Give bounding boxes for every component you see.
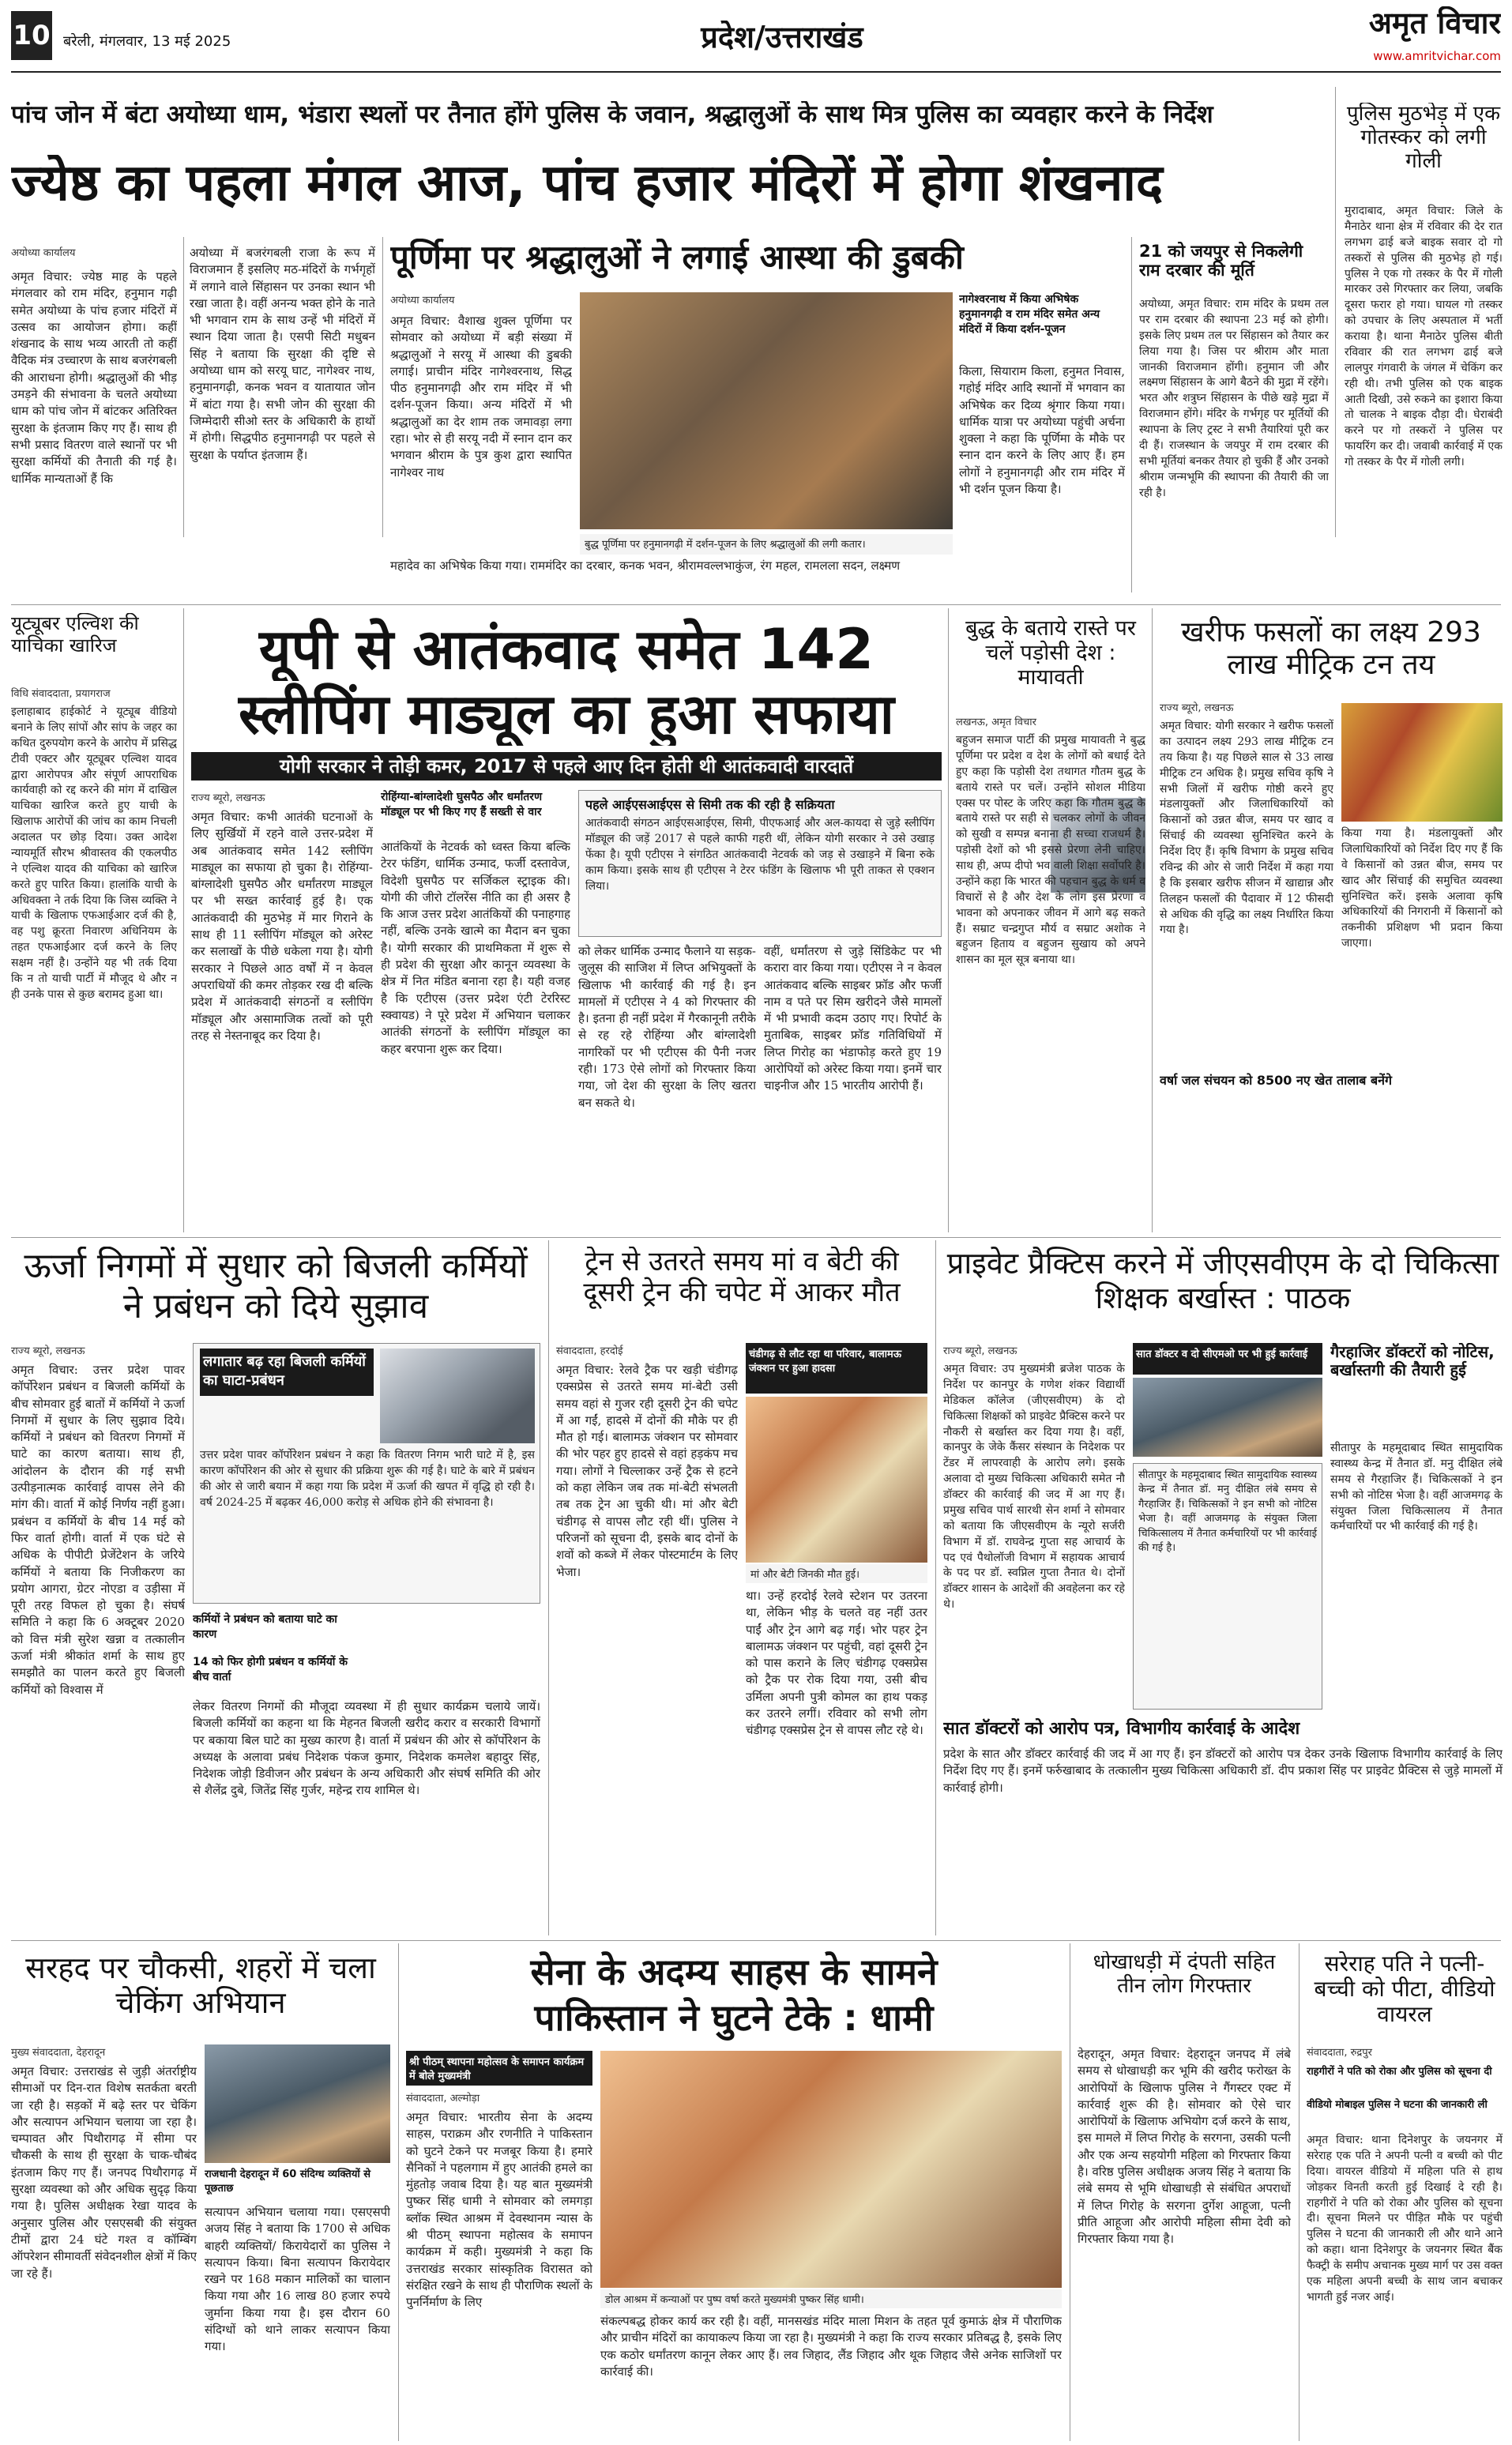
border-body: अमृत विचार: उत्तराखंड से जुड़ी अंतर्राष्ट्रीय सीमाओं पर दिन-रात विशेष सतर्कता बरती जा रही है। सड़कों में बढ़े स्तर पर चेकिंग और सत्यापन अभियान चलाया जा रहा है। चम्पावत और पिथौरागढ़ में सीमा पर चौकसी के साथ ही सुरक्षा के चाक-चौबंद इंतजाम किए गए हैं। जनपद पिथौरागढ़ में सुरक्षा व्यवस्था को और अधिक सुदृढ़ किया गया है। पुलिस अधीक्षक रेखा यादव के अनुसार पुलिस और एसएसबी की संयुक्त टीमों द्वारा 24 घंटे गश्त व कॉम्बिंग ऑपरेशन सीमावर्ती संवेदनशील क्षेत्रों में किए जा रहे हैं। xyxy=(11,2064,197,2281)
gsvm-side-body: सीतापुर के महमूदाबाद स्थित सामुदायिक स्वास्थ्य केन्द्र में तैनात डॉ. मनु दीक्षित लंबे समय से गैरहाजिर हैं। चिकित्सकों ने इन सभी को नोटिस भेजा है। वहीं आजमगढ़ के संयुक्त जिला चिकित्सालय में तैनात कर्मचारियों पर भी कार्रवाई की गई है। xyxy=(1330,1442,1503,1533)
terror-box-body: आतंकवादी संगठन आईएसआईएस, सिमी, पीएफआई और अल-कायदा से जुड़े स्लीपिंग मॉड्यूल की जड़ें 2017 से पहले काफी गहरी थीं, लेकिन योगी सरकार ने उसे उखाड़ फेंका है। यूपी एटीएस ने संगठित आतंकवादी नेटवर्क को जड़ से उखाड़ने में बिना रुके काम किया। इसके साथ ही एटीएस ने टेरर फंडिंग के खिलाफ भी पूरी ताकत से एक्शन लिया। xyxy=(585,817,935,893)
purnima-body: अमृत विचार: वैशाख शुक्ल पूर्णिमा पर सोमवार को अयोध्या में बड़ी संख्या में श्रद्धालुओं ने सरयू में आस्था की डुबकी लगाई। प्राचीन मंदिर नागेश्वरनाथ, सिद्ध पीठ हनुमानगढ़ी और राम मंदिर में भी दर्शन-पूजन किया। अन्य मंदिरों में भी श्रद्धालुओं का देर शाम तक जमावड़ा लगा रहा। भोर से ही सरयू नदी में स्नान दान कर भगवान श्रीराम के पुत्र कुश द्वारा स्थापित नागेश्वर नाथ xyxy=(390,314,572,480)
gsvm-side-headline: गैरहाजिर डॉक्टरों को नोटिस, बर्खास्तगी की तैयारी हुई xyxy=(1330,1343,1495,1379)
kharif-subhead: वर्षा जल संचयन को 8500 नए खेत तालाब बनेंगे xyxy=(1160,1073,1393,1088)
column-rule xyxy=(1335,87,1336,537)
power-tower-photo xyxy=(380,1349,535,1443)
masthead-rule xyxy=(11,71,1501,73)
kharif-body-2: किया गया है। मंडलायुक्तों और जिलाधिकारियों को निर्देश दिए गए हैं कि वे किसानों को उन्नत बीज, समय पर खाद और सिंचाई की समुचित व्यवस्था सुनिश्चित करें। इसके अलावा कृषि अधिकारियों की निगरानी में किसानों को तकनीकी प्रशिक्षण भी प्रदान किया जाएगा। xyxy=(1341,827,1503,950)
column-rule xyxy=(398,1943,399,2441)
gsvm-box-title: सात डॉक्टरों को आरोप पत्र, विभागीय कार्रवाई के आदेश xyxy=(943,1719,1300,1739)
terror-byline: राज्य ब्यूरो, लखनऊ xyxy=(191,792,265,804)
terror-body-col2: आतंकियों के नेटवर्क को ध्वस्त किया बल्कि टेरर फंडिंग, धार्मिक उन्माद, फर्जी दस्तावेज, विदेशी घुसपैठ पर सर्जिकल स्ट्राइक की। योगी की जीरो टॉलरेंस नीति का ही असर है कि आज उत्तर प्रदेश आतंकियों की पनाहगाह नहीं, बल्कि उनके खात्मे का मैदान बन चुका है। योगी सरकार की प्राथमिकता में शुरू से ही प्रदेश की सुरक्षा और कानून व्यवस्था के क्षेत्र में नित मंडित बनाना रहा है। यही वजह है कि एटीएस (उत्तर प्रदेश एंटी टेररिस्ट स्क्वायड) ने पूरे प्रदेश में अभियान चलाकर आतंकी संगठनों के स्लीपिंग मॉड्यूल का कहर बरपाना शुरू कर दिया। xyxy=(381,840,570,1056)
encounter-body: मुरादाबाद, अमृत विचार: जिले के मैनाठेर थाना क्षेत्र में रविवार की देर रात लगभग ढाई बजे बाइक सवार दो गो तस्करों से पुलिस की मुठभेड़ हो गई। पुलिस ने एक गो तस्कर के पैर में गोली मारकर उसे गिरफ्तार कर लिया, जबकि दूसरा फरार हो गया। घायल गो तस्कर को उपचार के लिए अस्पताल में भर्ती कराया है। थाना मैनाठेर पुलिस बीती रविवार की रात लगभग ढाई बजे लालपुर गंगवारी के जंगल में चेकिंग कर रही थी। तभी पुलिस को एक बाइक आती दिखी, उसे रुकने का इशारा किया तो चालक ने बाइक दौड़ा दी। घेराबंदी करने पर गो तस्करों ने पुलिस पर फायरिंग कर दी। जवाबी कार्रवाई में एक गो तस्कर के पैर में गोली लगी। xyxy=(1345,205,1503,468)
train-photo-caption: मां और बेटी जिनकी मौत हुई। xyxy=(746,1564,927,1583)
train-photo-kicker: चंडीगढ़ से लौट रहा था परिवार, बालामऊ जंक्शन पर हुआ हादसा xyxy=(746,1343,927,1394)
purnima-headline: पूर्णिमा पर श्रद्धालुओं ने लगाई आस्था की डुबकी xyxy=(390,239,964,276)
column-rule xyxy=(1131,237,1132,592)
dhami-headline-1: सेना के अदम्य साहस के सामने xyxy=(530,1951,938,1993)
column-rule xyxy=(1152,608,1153,1232)
gsvm-headline: प्राइवेट प्रैक्टिस करने में जीएसवीएम के दो चिकित्सा शिक्षक बर्खास्त : पाठक xyxy=(946,1247,1499,1315)
dhami-body-2: संकल्पबद्ध होकर कार्य कर रही है। वहीं, मानसखंड मंदिर माला मिशन के तहत पूर्व कुमाऊं क्षेत्र में पौराणिक और प्राचीन मंदिरों का कायाकल्प किया जा रहा है। मुख्यमंत्री ने कहा कि राज्य सरकार प्रतिबद्ध है, इसके लिए एक कठोर धर्मांतरण कानून लेकर आए हैं। लव जिहाद, लैंड जिहाद और थूक जिहाद जैसे अनेक साजिशों पर कार्रवाई की। xyxy=(600,2314,1062,2379)
section-rule xyxy=(11,604,1501,605)
sarairaj-byline: संवाददाता, रुद्रपुर xyxy=(1307,2047,1372,2059)
purnima-photo-caption: बुद्ध पूर्णिमा पर हनुमानगढ़ी में दर्शन-पूजन के लिए श्रद्धालुओं की लगी कतार। xyxy=(580,534,953,555)
youtuber-headline: यूट्यूबर एल्विश की याचिका खारिज xyxy=(11,613,139,656)
urja-byline: राज्य ब्यूरो, लखनऊ xyxy=(11,1345,85,1357)
border-body-2: सत्यापन अभियान चलाया गया। एसएसपी अजय सिंह ने बताया कि 1700 से अधिक बाहरी व्यक्तियों/ किरायेदारों का पुलिस ने सत्यापन किया। बिना सत्यापन किरायेदार रखने पर 168 मकान मालिकों का चालान किया गया और 16 लाख 80 हजार रुपये जुर्माना किया गया है। इस दौरान 60 संदिग्धों को थाने लाकर सत्यापन किया गया। xyxy=(205,2205,390,2354)
encounter-headline: पुलिस मुठभेड़ में एक गोतस्कर को लगी गोली xyxy=(1346,103,1501,173)
newspaper-logo: अमृत विचार xyxy=(1368,6,1501,40)
fraud-headline: धोखाधड़ी में दंपती सहित तीन लोग गिरफ्तार xyxy=(1093,1951,1276,1998)
column-rule xyxy=(548,1240,549,1935)
page-number-badge: 10 xyxy=(11,11,52,60)
dateline: बरेली, मंगलवार, 13 मई 2025 xyxy=(63,33,231,50)
sarairaj-photo-kicker: राहगीरों ने पति को रोका और पुलिस को सूचना दी xyxy=(1307,2066,1492,2078)
gsvm-box-body: प्रदेश के सात और डॉक्टर कार्रवाई की जद में आ गए हैं। इन डॉक्टरों को आरोप पत्र देकर उनके खिलाफ विभागीय कार्रवाई के लिए निर्देश दिए गए हैं। इनमें फर्रुखाबाद के तत्कालीन मुख्य चिकित्सा अधिकारी डॉ. दीप प्रकाश सिंह पर प्राइवेट प्रैक्टिस से जुड़े मामलों में कार्रवाई होगी। xyxy=(943,1747,1503,1795)
section-title: प्रदेश/उत्तराखंड xyxy=(701,21,863,55)
youtuber-byline: विधि संवाददाता, प्रयागराज xyxy=(11,688,111,700)
sarairaj-headline: सरेराह पति ने पत्नी-बच्ची को पीटा, वीडियो वायरल xyxy=(1314,1951,1495,2028)
mayawati-headline: बुद्ध के बताये रास्ते पर चलें पड़ोसी देश : मायावती xyxy=(965,616,1136,690)
gsvm-photo-kicker: सात डॉक्टर व दो सीएमओ पर भी हुई कार्रवाई xyxy=(1133,1343,1322,1375)
dhami-photo-caption: डोल आश्रम में कन्याओं पर पुष्प वर्षा करते मुख्यमंत्री पुष्कर सिंह धामी। xyxy=(600,2289,1062,2308)
lead-body-col2: अयोध्या में बजरंगबली राजा के रूप में विराजमान हैं इसलिए मठ-मंदिरों के गर्भगृहों में लगाने वाले सिंहासन पर उनका स्थान भी रखा जाता है। वहीं अनन्य भक्त होने के नाते भी भगवान राम के साथ उन्हें भी मंदिरों में स्थान दिया जाता है। एसपी सिटी मधुबन सिंह ने बताया कि सुरक्षा की दृष्टि से अयोध्या धाम को सरयू घाट, नागेश्वर नाथ, हनुमानगढ़ी, कनक भवन व यातायात जोन में बांटा गया है। सभी जोन की सुरक्षा की जिम्मेदारी सीओ स्तर के अधिकारी के हाथों में होगी। सिद्धपीठ हनुमानगढ़ी पर पहले से सुरक्षा के पर्याप्त इंतजाम हैं। xyxy=(190,246,375,462)
dhami-byline: संवाददाता, अल्मोड़ा xyxy=(406,2093,480,2105)
urja-body-2: लेकर वितरण निगमों की मौजूदा व्यवस्था में ही सुधार कार्यक्रम चलाये जायें। बिजली कर्मियों का कहना था कि मेहनत बिजली खरीद करार व सरकारी विभागों पर बकाया बिल घाटे का मुख्य कारण है। वार्ता में प्रबंधन की ओर से कॉर्पोरेशन के अध्यक्ष के अलावा प्रबंध निदेशक पंकज कुमार, निदेशक कमलेश बहादुर सिंह, निदेशक जोड़ी डिवीजन और प्रबंधन के अन्य अधिकारी और संघर्ष समिति की ओर से शैलेंद्र दुबे, जितेंद्र सिंह गुर्जर, महेन्द्र राय शामिल थे। xyxy=(193,1699,540,1798)
youtuber-body: इलाहाबाद हाईकोर्ट ने यूट्यूब वीडियो बनाने के लिए सांपों और सांप के जहर का कथित दुरुपयोग करने के आरोप में प्रसिद्ध टीवी एक्टर और यूट्यूबर एल्विश यादव द्वारा आरोपपत्र और संपूर्ण आपराधिक कार्यवाही को रद्द करने की मांग में दाखिल याचिका खारिज करते हुए याची के खिलाफ आरोपों की जांच का काम निचली अदालत पर छोड़ दिया। उक्त आदेश न्यायमूर्ति सौरभ श्रीवास्तव की एकलपीठ ने एल्विश यादव की याचिका को खारिज करते हुए पारित किया। हालांकि याची के अधिवक्ता ने तर्क दिया कि जिस व्यक्ति ने याची के खिलाफ एफआईआर दर्ज की है, वह पशु क्रूरता निवारण अधिनियम के तहत एफआईआर दर्ज करने के लिए सक्षम नहीं है। उन्होंने यह भी तर्क दिया कि न तो याची पार्टी में मौजूद थे और न ही उनके पास से कुछ बरामद हुआ था। xyxy=(11,705,177,1001)
urja-box-title: लगातार बढ़ रहा बिजली कर्मियों का घाटा-प्रबंधन xyxy=(200,1349,374,1396)
urja-sub2: 14 को फिर होगी प्रबंधन व कर्मियों के बीच वार्ता xyxy=(193,1656,348,1683)
urja-headline: ऊर्जा निगमों में सुधार को बिजली कर्मियों ने प्रबंधन को दिये सुझाव xyxy=(24,1247,528,1326)
section-rule xyxy=(11,1940,1501,1941)
urja-box-body: उत्तर प्रदेश पावर कॉर्पोरेशन प्रबंधन ने कहा कि वितरण निगम भारी घाटे में है, इस कारण कॉर्पोरेशन की ओर से सुधार की प्रक्रिया शुरू की गई है। घाटे के बारे में प्रबंधन की ओर से जारी बयान में कहा गया कि प्रदेश में ऊर्जा की खपत में वृद्धि हो रही है। वर्ष 2024-25 में बढ़कर 46,000 करोड़ से अधिक होने की संभावना है। xyxy=(200,1449,535,1509)
terror-box-title: पहले आईएसआईएस से सिमी तक की रही है सक्रियता xyxy=(585,797,835,812)
terror-deck: योगी सरकार ने तोड़ी कमर, 2017 से पहले आए दिन होती थी आतंकवादी वारदातें xyxy=(191,752,942,781)
gsvm-box-filler: सीतापुर के महमूदाबाद स्थित सामुदायिक स्वास्थ्य केन्द्र में तैनात डॉ. मनु दीक्षित लंबे समय से गैरहाजिर हैं। चिकित्सकों ने इन सभी को नोटिस भेजा है। वहीं आजमगढ़ के संयुक्त जिला चिकित्सालय में तैनात कर्मचारियों पर भी कार्रवाई की गई है। xyxy=(1138,1469,1317,1555)
purnima-side-kicker: नागेश्वरनाथ में किया अभिषेक हनुमानगढ़ी व राम मंदिर समेत अन्य मंदिरों में किया दर्शन-पूजन xyxy=(959,293,1100,336)
kharif-headline: खरीफ फसलों का लक्ष्य 293 लाख मीट्रिक टन तय xyxy=(1181,616,1481,682)
purnima-byline: अयोध्या कार्यालय xyxy=(390,295,455,307)
column-rule xyxy=(183,237,184,537)
train-body-2: था। उन्हें हरदोई रेलवे स्टेशन पर उतरना था, लेकिन भीड़ के चलते वह नहीं उतर पाईं और ट्रेन आगे बढ़ गई। भोर पहर ट्रेन बालामऊ जंक्शन पर पहुंची, वहां दूसरी ट्रेन को पास कराने के लिए चंडीगढ़ एक्सप्रेस को ट्रैक पर रोक दिया गया, उसी बीच उर्मिला अपनी पुत्री कोमल का हाथ पकड़ कर उतरने लगीं। रविवार को सभी लोग चंडीगढ़ एक्सप्रेस ट्रेन से वापस लौट रहे थे। xyxy=(746,1589,927,1738)
kharif-body: अमृत विचार: योगी सरकार ने खरीफ फसलों का उत्पादन लक्ष्य 293 लाख मीट्रिक टन तय किया है। यह पिछले साल से 33 लाख मीट्रिक टन अधिक है। प्रमुख सचिव कृषि ने सभी जिलों में खरीफ गोष्ठी करने हुए मंडलायुक्तों और जिलाधिकारियों को किसानों को उन्नत बीज, समय पर खाद व सिंचाई की व्यवस्था सुनिश्चित करने के निर्देश दिए हैं। कृषि विभाग के प्रमुख सचिव रविन्द्र की ओर से जारी निर्देश में कहा गया है कि इसबार खरीफ सीजन में खाद्यान्न और तिलहन फसलों की पैदावार में 12 फीसदी से अधिक की वृद्धि का लक्ष्य निर्धारित किया गया है। xyxy=(1160,720,1333,937)
urja-sub1: कर्मियों ने प्रबंधन को बताया घाटे का कारण xyxy=(193,1613,337,1641)
gsvm-byline: राज्य ब्यूरो, लखनऊ xyxy=(943,1345,1017,1357)
dhami-photo-kicker: श्री पीठम् स्थापना महोत्सव के समापन कार्यक्रम में बोले मुख्यमंत्री xyxy=(406,2051,592,2086)
soldiers-photo xyxy=(205,2044,390,2163)
terror-body-col4: वहीं, धर्मांतरण से जुड़े सिंडिकेट पर भी करारा वार किया गया। एटीएस ने न केवल आतंकवाद बल्कि साइबर फ्रॉड और फर्जी नाम व पते पर सिम खरीदने जैसे मामलों में भी प्रभावी कदम उठाए गए। रिपोर्ट के मुताबिक, साइबर फ्रॉड गतिविधियों में लिप्त गिरोह का भंडाफोड़ करते हुए 19 आरोपियों को अरेस्ट किया गया। इनमें चार चाइनीज और 15 भारतीय आरोपी हैं। xyxy=(764,944,942,1093)
chief-minister-photo xyxy=(600,2051,1062,2288)
border-headline: सरहद पर चौकसी, शहरों में चला चेकिंग अभियान xyxy=(25,1951,376,2020)
train-byline: संवाददाता, हरदोई xyxy=(556,1345,623,1357)
train-body: अमृत विचार: रेलवे ट्रैक पर खड़ी चंडीगढ़ एक्सप्रेस से उतरते समय मां-बेटी उसी समय वहां से गुजर रही दूसरी ट्रेन की चपेट में आ गईं, हादसे में दोनों की मौके पर ही मौत हो गई। बालामऊ जंक्शन पर सोमवार की भोर पहर हुए हादसे से वहां हड़कंप मच गया। लोगों ने चिल्लाकर उन्हें ट्रैक से हटने को कहा लेकिन जब तक मां-बेटी संभलती तब तक ट्रेन आ चुकी थी। मां और बेटी चंडीगढ़ से वापस लौट रही थीं। पुलिस ने परिजनों को सूचना दी, इसके बाद दोनों के शवों को कब्जे में लेकर पोस्टमार्टम के लिए भेजा। xyxy=(556,1363,738,1579)
column-rule xyxy=(948,608,949,1232)
crop-harvest-photo xyxy=(1341,703,1503,822)
terror-body-col1: अमृत विचार: कभी आतंकी घटनाओं के लिए सुर्खियों में रहने वाले उत्तर-प्रदेश में अब आतंकवाद समेत 142 स्लीपिंग माड्यूल का सफाया हो चुका है। रोहिंग्या-बांग्लादेशी घुसपैठ और धर्मांतरण माड्यूल पर भी सख्त कार्रवाई हुई है। एक आतंकवादी की मुठभेड़ में मार गिराने के साथ ही 11 स्लीपिंग मॉड्यूल को अरेस्ट कर सलाखों के पीछे धकेला गया है। योगी सरकार ने पिछले आठ वर्षों में न केवल अपराधियों की कमर तोड़कर रख दी बल्कि प्रदेश में आतंकवादी संगठनों व स्लीपिंग मॉड्यूल और असामाजिक तत्वों को पूरी तरह से नेस्तनाबूद कर दिया है। xyxy=(191,810,373,1043)
devotees-photo xyxy=(580,292,953,529)
dhami-body: अमृत विचार: भारतीय सेना के अदम्य साहस, पराक्रम और रणनीति ने पाकिस्तान को घुटने टेकने पर मजबूर किया है। हमारे सैनिकों ने पहलगाम में हुए आतंकी हमले का मुंहतोड़ जवाब दिया है। यह बात मुख्यमंत्री पुष्कर सिंह धामी ने सोमवार को लमगड़ा ब्लॉक स्थित आश्रम में देवस्थानम न्यास के श्री पीठम् स्थापना महोत्सव के समापन कार्यक्रम में कही। मुख्यमंत्री ने कहा कि उत्तराखंड सरकार सांस्कृतिक विरासत को संरक्षित रखने के साथ ही पौराणिक स्थलों के पुनर्निर्माण के लिए xyxy=(406,2110,592,2310)
terror-headline-1: यूपी से आतंकवाद समेत 142 xyxy=(259,618,874,681)
column-rule xyxy=(935,1240,936,1935)
urja-body: अमृत विचार: उत्तर प्रदेश पावर कॉर्पोरेशन प्रबंधन व बिजली कर्मियों के बीच सोमवार हुई बातों में कर्मियों ने ऊर्जा निगमों में सुधार के लिए सुझाव दिये। कर्मियों ने प्रबंधन को वितरण निगमों में घाटे का कारण बताया। साथ ही, आंदोलन के दौरान की गई सभी उत्पीड़नात्मक कार्रवाई वापस लेने की मांग की। वार्ता में कोई निर्णय नहीं हुआ। प्रबंधन व कर्मियों के बीच 14 मई को फिर वार्ता होगी। वार्ता में एक घंटे से अधिक के पीपीटी प्रेजेंटेशन के जरिये कर्मियों ने बताया कि निजीकरण का प्रयोग आगरा, ग्रेटर नोएडा व उड़ीसा में पूरी तरह विफल हो चुका है। संघर्ष समिति ने कहा कि 6 अक्टूबर 2020 को वित्त मंत्री सुरेश खन्ना व तत्कालीन ऊर्जा मंत्री श्रीकांत शर्मा के साथ हुए समझौते का पालन करते हुए बिजली कर्मियों को विश्वास में xyxy=(11,1363,185,1697)
terror-sub-kicker: रोहिंग्या-बांग्लादेशी घुसपैठ और धर्मांतरण मॉड्यूल पर भी किए गए हैं सख्ती से वार xyxy=(381,791,543,818)
purnima-tail: महादेव का अभिषेक किया गया। राममंदिर का दरबार, कनक भवन, श्रीरामवल्लभाकुंज, रंग महल, रामलला सदन, लक्ष्मण xyxy=(390,559,901,573)
purnima-side-body: किला, सियाराम किला, हनुमत निवास, गहोई मंदिर आदि स्थानों में भगवान का अभिषेक कर दिव्य श्रृंगार किया गया। धार्मिक यात्रा पर अयोध्या पहुंची अर्चना शुक्ला ने कहा कि पूर्णिमा के मौके पर स्नान दान करने के लिए आए हैं। हम लोगों ने हनुमानगढ़ी और राम मंदिर में भी दर्शन पूजन किया है। xyxy=(959,364,1125,497)
lead-headline: ज्येष्ठ का पहला मंगल आज, पांच हजार मंदिरों में होगा शंखनाद xyxy=(11,155,1163,213)
urja-info-box xyxy=(193,1343,540,1604)
border-photo-kicker: राजधानी देहरादून में 60 संदिग्ध व्यक्तियों से पूछताछ xyxy=(205,2169,371,2195)
fraud-body: देहरादून, अमृत विचार: देहरादून जनपद में लंबे समय से धोखाधड़ी कर भूमि की खरीद फरोख्त के आरोपियों के खिलाफ पुलिस ने गैंगस्टर एक्ट में कार्रवाई शुरू की है। सोमवार को ऐसे चार आरोपियों के खिलाफ अभियोग दर्ज करने के साथ, इस मामले में लिप्त गिरोह के सरगना, उसकी पत्नी और एक अन्य सहयोगी महिला को गिरफ्तार किया है। वरिष्ठ पुलिस अधीक्षक अजय सिंह ने बताया कि लंबे समय से भूमि धोखाधड़ी से संबंधित अपराधों में लिप्त गिरोह के सरगना दुर्गेश आहूजा, पत्नी प्रीति आहूजा और आरोपी महिला सीमा देवी को गिरफ्तार किया गया है। xyxy=(1078,2047,1291,2247)
jaipur-headline: 21 को जयपुर से निकलेगी राम दरबार की मूर्ति xyxy=(1139,242,1303,280)
train-headline: ट्रेन से उतरते समय मां व बेटी की दूसरी ट्रेन की चपेट में आकर मौत xyxy=(583,1247,901,1309)
terror-info-box xyxy=(578,790,942,937)
dhami-headline-2: पाकिस्तान ने घुटने टेके : धामी xyxy=(534,1997,934,2039)
gsvm-body: अमृत विचार: उप मुख्यमंत्री ब्रजेश पाठक के निर्देश पर कानपुर के गणेश शंकर विद्यार्थी मेडिकल कॉलेज (जीएसवीएम) के दो चिकित्सा शिक्षकों को प्राइवेट प्रैक्टिस करने पर नौकरी से बर्खास्त कर दिया गया है। वहीं, कानपुर के जेके कैंसर संस्थान के निदेशक पर टेंडर में लापरवाही के आरोप लगे। इसके अलावा दो मुख्य चिकित्सा अधिकारी समेत नौ डॉक्टर की कार्रवाई की जद में आ गए हैं। प्रमुख सचिव पार्थ सारथी सेन शर्मा ने सोमवार को बताया कि जीएसवीएम के न्यूरो सर्जरी विभाग में डॉ. राघवेन्द्र गुप्ता सह आचार्य के पद एवं पैथोलॉजी विभाग में सहायक आचार्य के पद पर डॉ. स्वप्निल गुप्ता तैनात थे। दोनों डॉक्टर शासन के आदेशों की अवहेलना कर रहे थे। xyxy=(943,1363,1125,1612)
sarairaj-photo-kicker-2: वीडियो मोबाइल पुलिस ने घटना की जानकारी ली xyxy=(1307,2099,1488,2111)
lead-kicker: पांच जोन में बंटा अयोध्या धाम, भंडारा स्थलों पर तैनात होंगे पुलिस के जवान, श्रद्धालुओं के साथ मित्र पुलिस का व्यवहार करने के निर्देश xyxy=(11,101,1213,129)
column-rule xyxy=(382,237,383,537)
terror-body-col3: को लेकर धार्मिक उन्माद फैलाने या सड़क-जुलूस की साजिश में लिप्त अभियुक्तों के खिलाफ भी कार्रवाई की गई है। इन मामलों में एटीएस ने 4 को गिरफ्तार की है। इतना ही नहीं प्रदेश में गैरकानूनी तरीके से रह रहे रोहिंग्या और बांग्लादेशी नागरिकों पर भी एटीएस की पैनी नजर रही। 173 ऐसे लोगों को गिरफ्तार किया गया, जो देश की सुरक्षा के लिए खतरा बन सकते थे। xyxy=(578,944,756,1110)
victims-photo xyxy=(746,1397,927,1563)
gsvm-info-box xyxy=(1133,1463,1322,1710)
column-rule xyxy=(183,608,184,1232)
masthead xyxy=(0,0,1512,73)
border-byline: मुख्य संवाददाता, देहरादून xyxy=(11,2047,106,2059)
terror-headline-2: स्लीपिंग माड्यूल का हुआ सफाया xyxy=(239,683,894,746)
sarairaj-body: अमृत विचार: थाना दिनेशपुर के जयनगर में सरेराह एक पति ने अपनी पत्नी व बच्ची को पीट दिया। वायरल वीडियो में महिला पति से हाथ जोड़कर विनती करती हुई दिखाई दे रही है। राहगीरों ने पति को रोका और पुलिस को सूचना दी। सूचना मिलने पर पीड़ित मौके पर पहुंची पुलिस ने घटना की जानकारी ली और थाने आने को कहा। थाना दिनेशपुर के जयनगर स्थित बैंक फैक्ट्री के समीप अचानक मुख्य मार्ग पर उस वक्त एक महिला अपनी बच्ची के साथ जान बचाकर भागती हुई नजर आई। xyxy=(1307,2134,1503,2304)
mayawati-byline: लखनऊ, अमृत विचार xyxy=(956,717,1036,728)
website-url[interactable]: www.amritvichar.com xyxy=(1373,49,1501,63)
doctor-photo xyxy=(1133,1378,1322,1457)
kharif-byline: राज्य ब्यूरो, लखनऊ xyxy=(1160,702,1234,714)
lead-byline: अयोध्या कार्यालय xyxy=(11,247,76,259)
lead-body-col1: अमृत विचार: ज्येष्ठ माह के पहले मंगलवार को राम मंदिर, हनुमान गढ़ी समेत अयोध्या के पांच हजार मंदिरों में उत्सव का आयोजन होगा। कहीं शंखनाद के साथ भव्य आरती तो कहीं वैदिक मंत्र उच्चारण के साथ बजरंगबली की आराधना होगी। श्रद्धालुओं की भीड़ उमड़ने की संभावना के चलते अयोध्या धाम को पांच जोन में बांटकर अतिरिक्त सुरक्षा के इंतजाम किए गए हैं। साथ ही सभी प्रसाद वितरण वाले स्थानों पर भी सुरक्षा कर्मियों की तैनाती की गई है। धार्मिक मान्यताओं हैं कि xyxy=(11,269,177,486)
mayawati-body: बहुजन समाज पार्टी की प्रमुख मायावती ने बुद्ध पूर्णिमा पर प्रदेश व देश के लोगों को बधाई देते हुए कहा कि पड़ोसी देश तथागत गौतम बुद्ध के बताये रास्ते पर चलें। उन्होंने सोशल मीडिया एक्स पर पोस्ट के जरिए कहा कि गौतम बुद्ध के बताये रास्ते पर सही से चलकर लोगों के जीवन को सुखी व सम्पन्न बनाना ही सच्चा राजधर्म है। पड़ोसी देशों को भी इससे प्रेरणा लेनी चाहिए। साथ ही, अप्प दीपो भव वाली शिक्षा सर्वोपरि है। उन्होंने कहा कि भारत की पहचान बुद्ध के धर्म व विचारों से है और देश के लोग इस प्रेरणा व भावना को अपनाकर जीवन में आगे बढ़ सकते हैं। सम्राट चन्द्रगुप्त मौर्य व सम्राट अशोक ने बहुजन हिताय व बहुजन सुखाय को अपने शासन का मूल सूत्र बनाया था। xyxy=(956,734,1145,967)
jaipur-body: अयोध्या, अमृत विचार: राम मंदिर के प्रथम तल पर राम दरबार की स्थापना 23 मई को होगी। इसके लिए प्रथम तल पर सिंहासन को तैयार कर लिया गया है। जिस पर श्रीराम और माता जानकी विराजमान होंगी। हनुमान जी और लक्ष्मण सिंहासन के आगे बैठने की मुद्रा में रहेंगे। भरत और शत्रुघ्न सिंहासन के पीछे खड़े मुद्रा में विराजमान होंगे। मंदिर के गर्भगृह पर मूर्तियों की स्थापना के लिए ट्रस्ट ने सभी तैयारियां पूरी कर दी हैं। राजस्थान के जयपुर में राम दरबार की सभी मूर्तियां बनकर तैयार हो चुकी हैं और उनको श्रीराम जन्मभूमि की स्थापना की तैयारी की जा रही है। xyxy=(1139,298,1329,499)
section-rule xyxy=(11,1237,1501,1238)
